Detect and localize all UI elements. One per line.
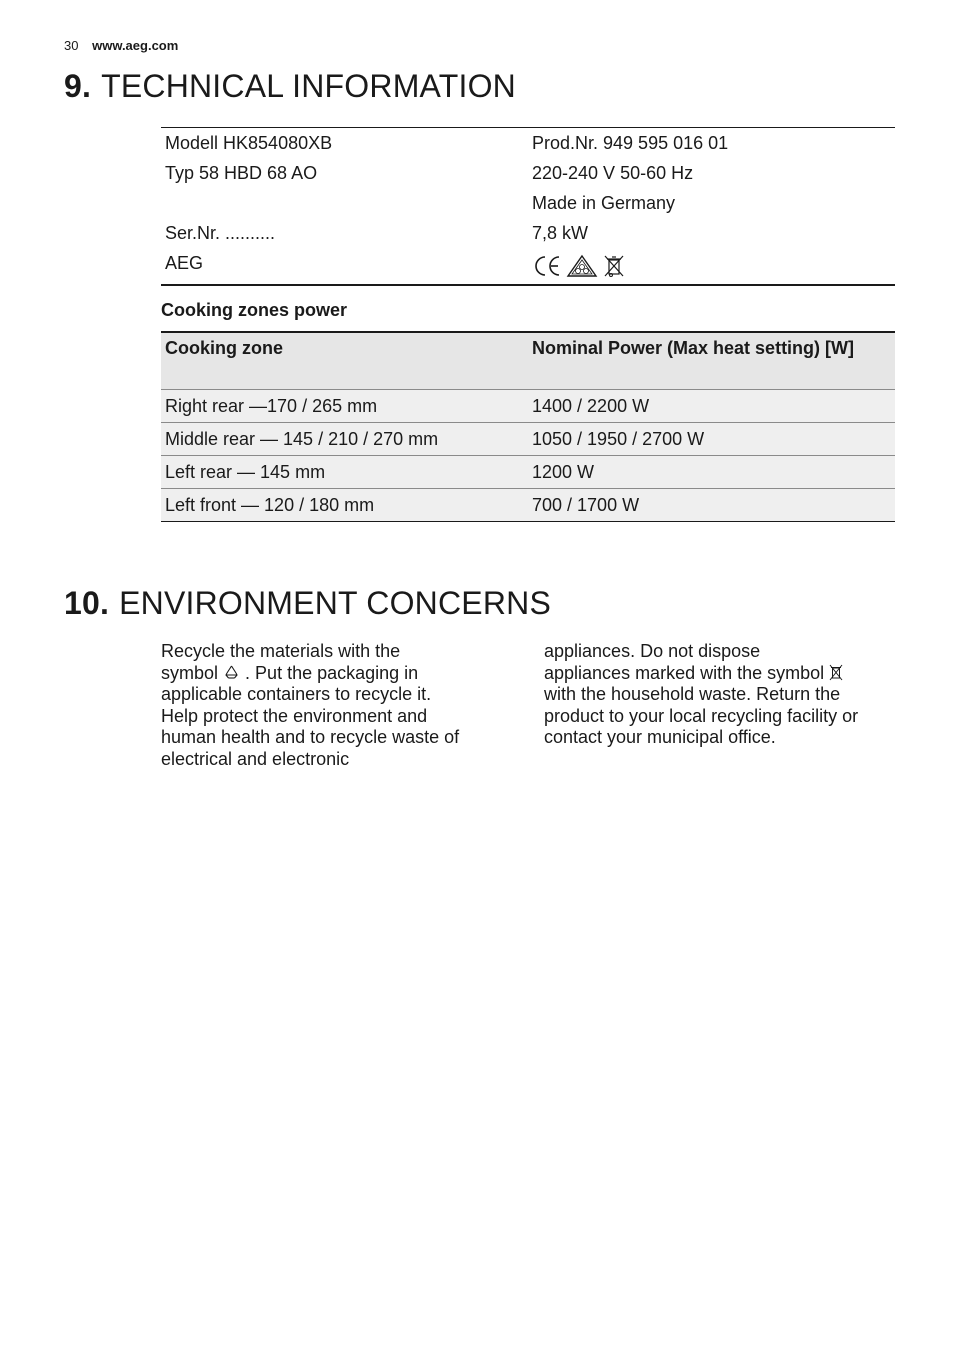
vde-mark-icon <box>566 254 598 278</box>
power-cell: 1050 / 1950 / 2700 W <box>532 429 705 449</box>
column-header: Nominal Power (Max heat setting) [W] <box>532 338 855 358</box>
table-row <box>161 423 895 456</box>
page-header <box>64 38 178 53</box>
website-link[interactable]: www.aeg.com <box>92 38 179 53</box>
section-9-heading <box>64 68 516 105</box>
crossed-bin-icon <box>602 254 626 278</box>
environment-text-left <box>161 641 471 770</box>
recycle-icon <box>223 664 240 681</box>
section-10-title: ENVIRONMENT CONCERNS <box>119 585 551 621</box>
paragraph-text: appliances marked with the symbol <box>544 662 825 683</box>
paragraph-text: symbol <box>161 662 219 683</box>
section-10-heading <box>64 585 551 622</box>
power-cell: 700 / 1700 W <box>532 495 640 515</box>
spec-cell <box>528 248 895 284</box>
ce-mark-icon <box>532 254 562 278</box>
crossed-bin-icon <box>829 664 843 681</box>
paragraph-text: appliances. Do not dispose <box>544 641 761 661</box>
table-row <box>161 158 895 188</box>
section-10-number: 10. <box>64 585 110 621</box>
table-row <box>161 218 895 248</box>
certification-marks <box>532 248 895 284</box>
paragraph-text: with the household waste. Return the product to your local recycling facility or contact your municipal office. <box>544 684 859 747</box>
table-header-row <box>161 333 895 390</box>
table-row <box>161 188 895 218</box>
page-number: 30 <box>64 38 79 53</box>
table-row <box>161 489 895 522</box>
zone-cell: Middle rear — 145 / 210 / 270 mm <box>165 429 439 449</box>
section-9-title: TECHNICAL INFORMATION <box>101 68 516 104</box>
table-row <box>161 128 895 158</box>
rating-plate-table <box>161 127 895 286</box>
zone-cell: Right rear —170 / 265 mm <box>165 396 378 416</box>
paragraph-text: applicable containers to recycle it. Help protect the environment and human health and to recycle waste of electrical and electronic <box>161 684 460 769</box>
spec-cell: Modell HK854080XB <box>165 133 333 153</box>
table-row <box>161 390 895 423</box>
environment-text-right <box>544 641 874 749</box>
paragraph-text: . Put the packaging in <box>245 662 419 683</box>
zone-cell: Left rear — 145 mm <box>165 462 326 482</box>
spec-cell: Made in Germany <box>532 193 676 213</box>
cooking-zones-subtitle: Cooking zones power <box>161 300 348 320</box>
table-row <box>161 456 895 489</box>
spec-cell <box>161 188 528 218</box>
table-row <box>161 248 895 284</box>
cooking-zones-table <box>161 331 895 522</box>
spec-cell: 7,8 kW <box>532 223 589 243</box>
column-header: Cooking zone <box>165 338 283 358</box>
spec-cell: Typ 58 HBD 68 AO <box>165 163 318 183</box>
section-9-number: 9. <box>64 68 92 104</box>
zone-cell: Left front — 120 / 180 mm <box>165 495 375 515</box>
power-cell: 1200 W <box>532 462 595 482</box>
spec-cell: AEG <box>165 253 204 273</box>
spec-cell: Ser.Nr. .......... <box>165 223 276 243</box>
spec-cell: Prod.Nr. 949 595 016 01 <box>532 133 729 153</box>
power-cell: 1400 / 2200 W <box>532 396 650 416</box>
paragraph-text: Recycle the materials with the <box>161 641 401 661</box>
spec-cell: 220-240 V 50-60 Hz <box>532 163 694 183</box>
